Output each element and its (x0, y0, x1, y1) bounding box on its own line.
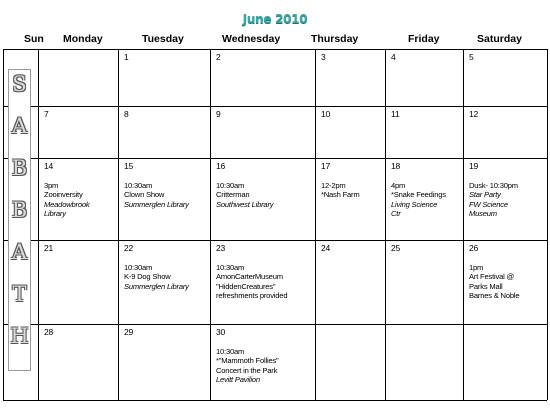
date-number: 18 (391, 161, 401, 171)
event-line: 12-2pm (321, 180, 346, 190)
sabbath-letter: H (10, 324, 29, 348)
day-header-friday: Friday (408, 33, 440, 45)
sabbath-letter: S (12, 72, 27, 96)
grid-row-line (3, 240, 547, 241)
date-number: 4 (391, 52, 396, 62)
day-cell[interactable] (44, 328, 116, 347)
day-header-monday: Monday (63, 33, 103, 45)
event-line: 1pm (469, 262, 484, 272)
day-cell[interactable] (321, 110, 383, 129)
grid-row-line (3, 324, 547, 325)
event-line: *Snake Feedings (391, 190, 446, 200)
day-cell[interactable] (124, 110, 208, 129)
event-line: Living Science (391, 199, 438, 209)
day-cell[interactable] (321, 328, 383, 337)
grid-column-line (118, 49, 119, 400)
date-number: 5 (469, 52, 474, 62)
event-line: 10:30am (216, 262, 245, 272)
grid-column-line (315, 49, 316, 400)
day-cell[interactable] (124, 162, 208, 209)
day-cell[interactable] (321, 244, 383, 263)
event-line: Barnes & Noble (469, 291, 520, 301)
sabbath-letter: A (11, 240, 28, 264)
event-line: "HiddenCreatures" (216, 281, 276, 291)
sabbath-letter: B (11, 198, 28, 222)
date-number: 23 (216, 243, 226, 253)
calendar-title: June 2010 (242, 12, 308, 26)
grid-column-line (210, 49, 211, 400)
day-cell[interactable] (391, 328, 461, 337)
event-line: Art Festival @ (469, 272, 514, 282)
event-line: Clown Show (124, 190, 165, 200)
day-cell[interactable] (391, 244, 461, 263)
event-line: Critterman (216, 190, 250, 200)
sabbath-letter: T (12, 282, 27, 306)
day-cell[interactable] (216, 110, 313, 129)
sabbath-sidebar (8, 69, 31, 371)
date-number: 10 (321, 109, 331, 119)
day-cell[interactable] (321, 53, 383, 72)
event-line: Levitt Pavilion (216, 375, 260, 385)
grid-row-line (3, 400, 547, 401)
day-cell[interactable] (391, 53, 461, 72)
grid-column-line (38, 49, 39, 400)
event-line: refreshments provided (216, 291, 288, 301)
day-cell[interactable] (469, 162, 545, 219)
date-number: 15 (124, 161, 134, 171)
date-number: 28 (44, 327, 54, 337)
day-cell[interactable] (44, 110, 116, 129)
event-line: 10:30am (216, 346, 245, 356)
event-line: *Nash Farm (321, 190, 360, 200)
day-header-tuesday: Tuesday (142, 33, 184, 45)
grid-row-line (3, 49, 547, 50)
day-cell[interactable] (469, 53, 545, 72)
sabbath-letter: B (11, 156, 28, 180)
day-cell[interactable] (44, 244, 116, 263)
event-line: Ctr (391, 209, 401, 219)
grid-column-line (547, 49, 548, 400)
event-line: Meadowbrook (44, 199, 90, 209)
date-number: 2 (216, 52, 221, 62)
grid-column-line (3, 49, 4, 400)
event-line: *"Mammoth Follies" (216, 356, 279, 366)
date-number: 3 (321, 52, 326, 62)
day-header-saturday: Saturday (477, 33, 522, 45)
event-line: 10:30am (216, 180, 245, 190)
day-cell[interactable] (124, 244, 208, 291)
day-cell[interactable] (469, 110, 545, 129)
day-cell[interactable] (391, 110, 461, 129)
event-line: 4pm (391, 180, 406, 190)
event-line: 10:30am (124, 262, 153, 272)
grid-row-line (3, 158, 547, 159)
event-line: Parks Mall (469, 281, 503, 291)
event-line: Museum (469, 209, 497, 219)
event-line: 10:30am (124, 180, 153, 190)
day-cell[interactable] (469, 244, 545, 301)
event-line: Star Party (469, 190, 501, 200)
date-number: 21 (44, 243, 54, 253)
date-number: 26 (469, 243, 479, 253)
day-cell[interactable] (124, 328, 208, 347)
date-number: 30 (216, 327, 226, 337)
day-header-thursday: Thursday (311, 33, 359, 45)
date-number: 9 (216, 109, 221, 119)
grid-row-line (3, 106, 547, 107)
event-line: Zooinversity (44, 190, 83, 200)
date-number: 24 (321, 243, 331, 253)
date-number: 1 (124, 52, 129, 62)
day-cell[interactable] (44, 162, 116, 219)
day-cell[interactable] (321, 162, 383, 200)
date-number: 29 (124, 327, 134, 337)
date-number: 19 (469, 161, 479, 171)
event-line: K-9 Dog Show (124, 272, 171, 282)
day-cell[interactable] (469, 328, 545, 337)
event-line: Library (44, 209, 66, 219)
day-cell[interactable] (216, 328, 313, 385)
day-cell[interactable] (124, 53, 208, 72)
date-number: 17 (321, 161, 331, 171)
day-cell[interactable] (391, 162, 461, 219)
day-header-sun: Sun (24, 33, 44, 45)
day-cell[interactable] (216, 53, 313, 72)
event-line: Concert in the Park (216, 365, 278, 375)
date-number: 12 (469, 109, 479, 119)
day-cell[interactable] (216, 244, 313, 301)
day-cell[interactable] (216, 162, 313, 209)
day-header-wednesday: Wednesday (222, 33, 281, 45)
sabbath-letter: A (11, 114, 28, 138)
event-line: 3pm (44, 180, 59, 190)
grid-column-line (385, 49, 386, 400)
grid-column-line (463, 49, 464, 400)
date-number: 11 (391, 109, 400, 119)
event-line: Summerglen Library (124, 281, 189, 291)
date-number: 16 (216, 161, 226, 171)
date-number: 7 (44, 109, 49, 119)
event-line: Summerglen Library (124, 199, 189, 209)
event-line: Southwest Library (216, 199, 274, 209)
day-cell[interactable] (44, 53, 116, 62)
date-number: 25 (391, 243, 401, 253)
event-line: Dusk- 10:30pm (469, 180, 518, 190)
event-line: AmonCarterMuseum (216, 272, 283, 282)
date-number: 8 (124, 109, 129, 119)
date-number: 22 (124, 243, 134, 253)
date-number: 14 (44, 161, 54, 171)
event-line: FW Science (469, 199, 508, 209)
